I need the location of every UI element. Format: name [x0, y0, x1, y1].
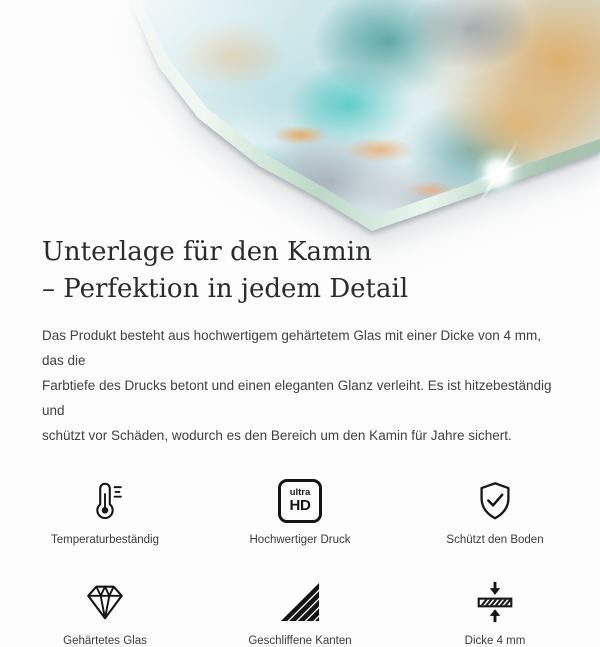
panel-gloss	[0, 0, 600, 232]
features-grid	[0, 475, 600, 647]
product-description	[42, 323, 558, 448]
description-line: schützt vor Schäden, wodurch es den Bereich um den Kamin für Jahre sichert.	[42, 428, 512, 443]
feature-label: Schützt den Boden	[446, 534, 544, 546]
feature-item-polished-edges	[200, 576, 400, 647]
feature-label: Gehärtetes Glas	[63, 635, 147, 647]
shield-check-icon	[472, 475, 518, 527]
feature-label: Temperaturbeständig	[50, 534, 160, 546]
polished-edges-icon	[277, 576, 323, 628]
glass-panel-edge	[0, 0, 600, 232]
ultra-hd-icon-text-top: ultra	[289, 487, 311, 499]
feature-item-tempered-glass	[10, 576, 200, 647]
ultra-hd-icon	[278, 475, 322, 527]
page-title	[42, 234, 558, 308]
feature-item-print	[200, 475, 400, 546]
feature-item-temperature	[10, 475, 200, 546]
diamond-icon	[82, 576, 128, 628]
glass-panel	[0, 0, 600, 232]
feature-label: Dicke 4 mm	[464, 635, 526, 647]
product-details-section	[0, 232, 600, 647]
feature-item-thickness	[400, 576, 590, 647]
description-line: Farbtiefe des Drucks betont und einen eleganten Glanz verleiht. Es ist hitzebeständig und	[42, 378, 552, 418]
hero-image	[0, 0, 600, 232]
description-line: Das Produkt besteht aus hochwertigem gehärtetem Glas mit einer Dicke von 4 mm, das die	[42, 328, 541, 368]
page-title-line2: – Perfektion in jedem Detail	[42, 274, 409, 304]
feature-label: Hochwertiger Druck	[249, 534, 351, 546]
feature-item-protection	[400, 475, 590, 546]
thermometer-icon	[82, 475, 128, 527]
page-title-line1: Unterlage für den Kamin	[42, 237, 372, 267]
feature-label: Geschliffene Kanten	[248, 635, 352, 647]
thickness-press-icon	[472, 576, 518, 628]
ultra-hd-icon-text-bottom: HD	[289, 497, 311, 515]
